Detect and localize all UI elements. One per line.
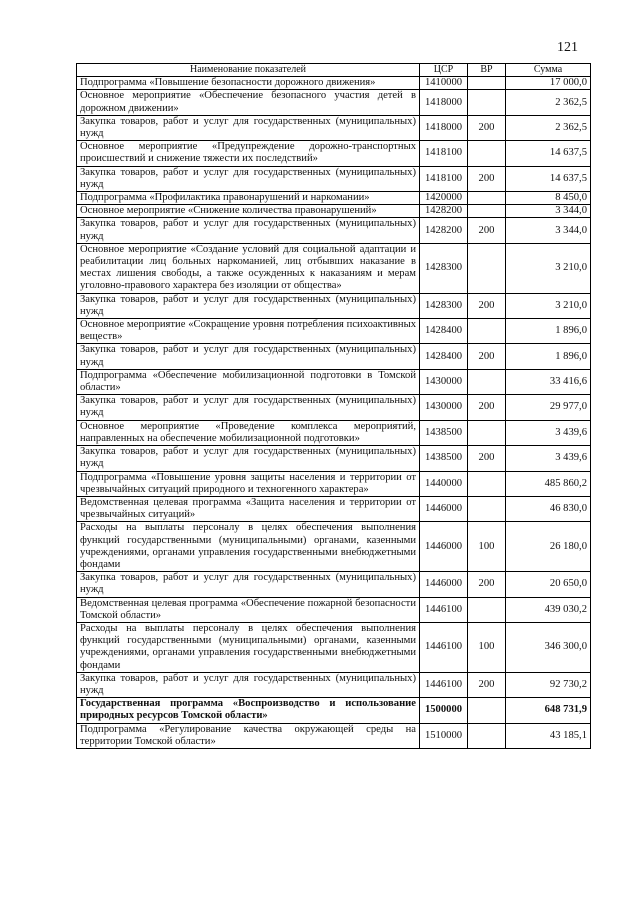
cell-name: Расходы на выплаты персоналу в целях обеспечения выполнения функций государственными (муниципальными) органами, казенными учреждениями, органами управления государственными внебюджетными фондами (77, 522, 420, 572)
table-row (77, 344, 591, 369)
cell-vr: 200 (468, 395, 506, 420)
cell-vr: 200 (468, 218, 506, 243)
table-row (77, 77, 591, 90)
cell-sum: 29 977,0 (506, 395, 591, 420)
table-row (77, 293, 591, 318)
cell-sum: 1 896,0 (506, 319, 591, 344)
table-row (77, 698, 591, 723)
cell-sum: 17 000,0 (506, 77, 591, 90)
cell-sum: 2 362,5 (506, 90, 591, 115)
cell-name: Подпрограмма «Повышение уровня защиты населения и территории от чрезвычайных ситуаций природного и техногенного характера» (77, 471, 420, 496)
cell-sum: 43 185,1 (506, 723, 591, 748)
header-sum: Сумма (506, 64, 591, 77)
cell-code: 1446100 (420, 597, 468, 622)
table-row (77, 446, 591, 471)
cell-code: 1430000 (420, 369, 468, 394)
cell-vr (468, 597, 506, 622)
cell-code: 1446100 (420, 622, 468, 672)
cell-name: Закупка товаров, работ и услуг для государственных (муниципальных) нужд (77, 115, 420, 140)
cell-name: Основное мероприятие «Сокращение уровня потребления психоактивных веществ» (77, 319, 420, 344)
cell-code: 1428200 (420, 218, 468, 243)
cell-sum: 648 731,9 (506, 698, 591, 723)
cell-name: Основное мероприятие «Обеспечение безопасного участия детей в дорожном движении» (77, 90, 420, 115)
cell-sum: 1 896,0 (506, 344, 591, 369)
table-row (77, 205, 591, 218)
cell-code: 1420000 (420, 192, 468, 205)
cell-code: 1428200 (420, 205, 468, 218)
cell-name: Основное мероприятие «Снижение количества правонарушений» (77, 205, 420, 218)
cell-name: Основное мероприятие «Создание условий для социальной адаптации и реабилитации лиц больных наркоманией, лиц отбывших наказание в местах лишения свободы, а также осужденных к наказаниям и мерам уголовно-правового характера без изоляции от общества» (77, 243, 420, 293)
cell-vr (468, 192, 506, 205)
cell-sum: 20 650,0 (506, 572, 591, 597)
cell-name: Ведомственная целевая программа «Обеспечение пожарной безопасности Томской области» (77, 597, 420, 622)
table-row (77, 572, 591, 597)
cell-name: Закупка товаров, работ и услуг для государственных (муниципальных) нужд (77, 446, 420, 471)
cell-name: Закупка товаров, работ и услуг для государственных (муниципальных) нужд (77, 672, 420, 697)
cell-sum: 46 830,0 (506, 496, 591, 521)
cell-code: 1428300 (420, 293, 468, 318)
cell-vr: 200 (468, 672, 506, 697)
table-row (77, 369, 591, 394)
table-row (77, 496, 591, 521)
cell-name: Подпрограмма «Обеспечение мобилизационной подготовки в Томской области» (77, 369, 420, 394)
cell-code: 1446000 (420, 522, 468, 572)
cell-sum: 485 860,2 (506, 471, 591, 496)
cell-name: Подпрограмма «Профилактика правонарушений и наркомании» (77, 192, 420, 205)
cell-code: 1446100 (420, 672, 468, 697)
cell-sum: 26 180,0 (506, 522, 591, 572)
cell-name: Закупка товаров, работ и услуг для государственных (муниципальных) нужд (77, 572, 420, 597)
cell-code: 1418100 (420, 166, 468, 191)
cell-vr: 100 (468, 622, 506, 672)
cell-vr (468, 420, 506, 445)
cell-vr: 200 (468, 344, 506, 369)
table-row (77, 522, 591, 572)
cell-sum: 2 362,5 (506, 115, 591, 140)
cell-name: Закупка товаров, работ и услуг для государственных (муниципальных) нужд (77, 293, 420, 318)
cell-vr: 200 (468, 115, 506, 140)
cell-vr (468, 90, 506, 115)
cell-vr (468, 723, 506, 748)
header-vr: ВР (468, 64, 506, 77)
cell-code: 1410000 (420, 77, 468, 90)
cell-vr (468, 471, 506, 496)
table-row (77, 597, 591, 622)
cell-vr (468, 205, 506, 218)
cell-vr (468, 698, 506, 723)
cell-name: Закупка товаров, работ и услуг для государственных (муниципальных) нужд (77, 166, 420, 191)
cell-code: 1428300 (420, 243, 468, 293)
table-row (77, 672, 591, 697)
cell-name: Основное мероприятие «Предупреждение дорожно-транспортных происшествий и снижение тяжести их последствий» (77, 141, 420, 166)
page-number: 121 (557, 40, 578, 55)
table-row (77, 319, 591, 344)
cell-vr: 200 (468, 446, 506, 471)
cell-vr (468, 319, 506, 344)
cell-code: 1438500 (420, 420, 468, 445)
table-row (77, 395, 591, 420)
cell-vr (468, 243, 506, 293)
table-row (77, 166, 591, 191)
cell-code: 1510000 (420, 723, 468, 748)
cell-sum: 33 416,6 (506, 369, 591, 394)
cell-sum: 346 300,0 (506, 622, 591, 672)
cell-vr (468, 369, 506, 394)
cell-sum: 8 450,0 (506, 192, 591, 205)
cell-vr: 200 (468, 293, 506, 318)
table-row (77, 471, 591, 496)
cell-vr: 200 (468, 572, 506, 597)
cell-code: 1418100 (420, 141, 468, 166)
cell-code: 1446000 (420, 572, 468, 597)
table-row (77, 192, 591, 205)
cell-sum: 14 637,5 (506, 141, 591, 166)
table-body (77, 77, 591, 749)
cell-name: Ведомственная целевая программа «Защита населения и территории от чрезвычайных ситуаций» (77, 496, 420, 521)
cell-code: 1428400 (420, 344, 468, 369)
cell-sum: 3 344,0 (506, 218, 591, 243)
cell-vr: 200 (468, 166, 506, 191)
table-header-row (77, 64, 591, 77)
table-row (77, 90, 591, 115)
header-name: Наименование показателей (77, 64, 420, 77)
cell-name: Закупка товаров, работ и услуг для государственных (муниципальных) нужд (77, 344, 420, 369)
cell-sum: 3 439,6 (506, 446, 591, 471)
cell-code: 1430000 (420, 395, 468, 420)
cell-vr (468, 141, 506, 166)
cell-name: Основное мероприятие «Проведение комплекса мероприятий, направленных на обеспечение мобилизационной подготовки» (77, 420, 420, 445)
cell-vr (468, 77, 506, 90)
table-row (77, 420, 591, 445)
cell-name: Подпрограмма «Регулирование качества окружающей среды на территории Томской области» (77, 723, 420, 748)
cell-sum: 3 439,6 (506, 420, 591, 445)
table-row (77, 218, 591, 243)
header-code: ЦСР (420, 64, 468, 77)
table-row (77, 723, 591, 748)
cell-vr: 100 (468, 522, 506, 572)
cell-code: 1428400 (420, 319, 468, 344)
cell-name: Подпрограмма «Повышение безопасности дорожного движения» (77, 77, 420, 90)
table-row (77, 141, 591, 166)
budget-table (76, 63, 591, 749)
cell-code: 1418000 (420, 115, 468, 140)
cell-sum: 3 344,0 (506, 205, 591, 218)
cell-sum: 14 637,5 (506, 166, 591, 191)
cell-name: Закупка товаров, работ и услуг для государственных (муниципальных) нужд (77, 218, 420, 243)
table-row (77, 115, 591, 140)
cell-code: 1438500 (420, 446, 468, 471)
cell-code: 1418000 (420, 90, 468, 115)
cell-name: Закупка товаров, работ и услуг для государственных (муниципальных) нужд (77, 395, 420, 420)
cell-sum: 3 210,0 (506, 243, 591, 293)
cell-code: 1500000 (420, 698, 468, 723)
cell-code: 1446000 (420, 496, 468, 521)
cell-vr (468, 496, 506, 521)
cell-sum: 439 030,2 (506, 597, 591, 622)
cell-code: 1440000 (420, 471, 468, 496)
cell-sum: 3 210,0 (506, 293, 591, 318)
cell-name: Государственная программа «Воспроизводство и использование природных ресурсов Томской области» (77, 698, 420, 723)
table-row (77, 243, 591, 293)
table-row (77, 622, 591, 672)
cell-name: Расходы на выплаты персоналу в целях обеспечения выполнения функций государственными (муниципальными) органами, казенными учреждениями, органами управления государственными внебюджетными фондами (77, 622, 420, 672)
cell-sum: 92 730,2 (506, 672, 591, 697)
